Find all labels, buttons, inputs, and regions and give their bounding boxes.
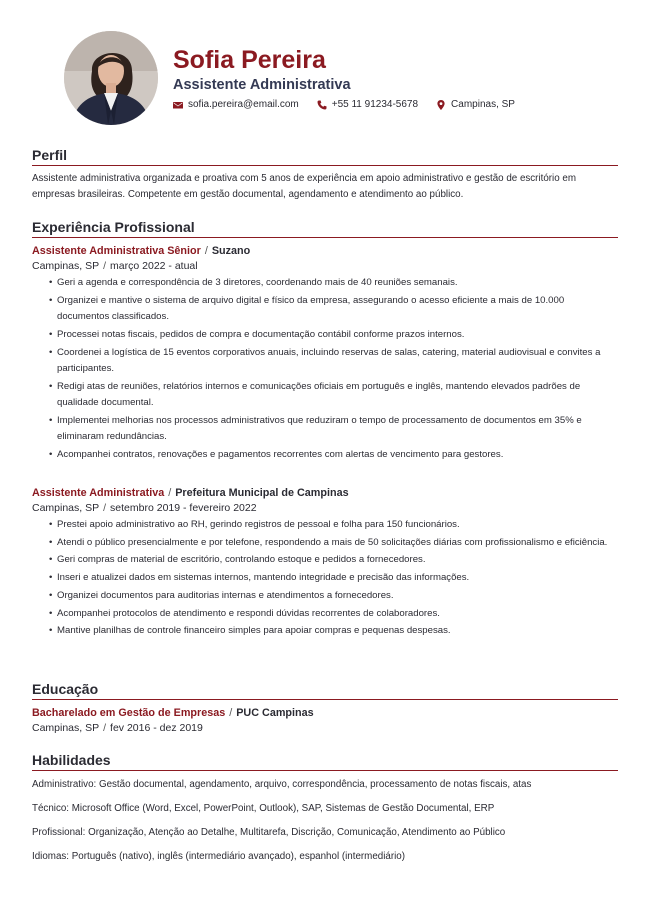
school-name: PUC Campinas <box>236 707 314 719</box>
bullet-item: • Mantive planilhas de controle financeiro simples para apoiar compras e pequenas despesas. <box>49 623 618 639</box>
education-title: Educação <box>32 680 618 700</box>
separator: / <box>204 245 208 257</box>
envelope-icon <box>173 100 183 110</box>
separator: / <box>103 260 107 272</box>
job-entry <box>32 244 618 463</box>
job-period: março 2022 - atual <box>110 260 198 272</box>
education-location: Campinas, SP <box>32 722 100 734</box>
job-title: Assistente Administrativa <box>32 487 165 499</box>
bullet-item: • Geri compras de material de escritório, controlando estoque e pedidos a fornecedores. <box>49 552 618 568</box>
separator: / <box>229 707 233 719</box>
candidate-name: Sofia Pereira <box>173 46 326 74</box>
job-period: setembro 2019 - fevereiro 2022 <box>110 502 257 514</box>
bullet-item: • Processei notas fiscais, pedidos de compra e documentação contábil conforme prazos internos. <box>49 327 618 343</box>
separator: / <box>103 502 107 514</box>
job-meta <box>32 501 618 516</box>
education-heading <box>32 706 618 721</box>
job-location: Campinas, SP <box>32 260 100 272</box>
avatar <box>64 31 158 125</box>
job-meta <box>32 259 618 274</box>
degree-title: Bacharelado em Gestão de Empresas <box>32 707 226 719</box>
bullet-item: • Implementei melhorias nos processos administrativos que reduziram o tempo de processamento de documentos em 35% e eliminaram redundâncias. <box>49 413 618 446</box>
bullet-item: • Acompanhei contratos, renovações e pagamentos recorrentes com alertas de vencimento para gestores. <box>49 447 618 463</box>
bullet-item: • Inseri e atualizei dados em sistemas internos, mantendo integridade e precisão das informações. <box>49 570 618 586</box>
experience-section <box>32 218 618 465</box>
bullet-item: • Acompanhei protocolos de atendimento e respondi dúvidas recorrentes de colaboradores. <box>49 606 618 622</box>
job-company: Prefeitura Municipal de Campinas <box>175 487 349 499</box>
skill-line: Profissional: Organização, Atenção ao Detalhe, Multitarefa, Discrição, Comunicação, Atendimento ao Público <box>32 827 506 838</box>
skill-line: Técnico: Microsoft Office (Word, Excel, PowerPoint, Outlook), SAP, Sistemas de Gestão Documental, ERP <box>32 803 495 814</box>
job-location: Campinas, SP <box>32 502 100 514</box>
job-title: Assistente Administrativa Sênior <box>32 245 201 257</box>
job-bullets <box>32 275 618 463</box>
skills-list <box>32 777 618 865</box>
education-period: fev 2016 - dez 2019 <box>110 722 203 734</box>
experience-title: Experiência Profissional <box>32 218 618 238</box>
resume-header <box>32 0 618 140</box>
education-meta <box>32 721 618 736</box>
education-section <box>32 680 618 736</box>
skills-title: Habilidades <box>32 751 618 771</box>
phone-text: +55 11 91234-5678 <box>331 99 419 110</box>
bullet-item: • Prestei apoio administrativo ao RH, gerindo registros de pessoal e folha para 150 funcionários. <box>49 517 618 533</box>
separator: / <box>103 722 107 734</box>
bullet-item: • Organizei documentos para auditorias internas e atendimentos a fornecedores. <box>49 588 618 604</box>
job-entry-2 <box>32 486 618 641</box>
profile-text: Assistente administrativa organizada e proativa com 5 anos de experiência em apoio administrativo e gestão de escritório em empresas brasileiras. Competente em gestão documental, agendamento e atendimento ao público. <box>32 173 577 200</box>
contact-email[interactable] <box>173 99 299 110</box>
profile-photo <box>64 31 158 125</box>
map-pin-icon <box>436 100 446 110</box>
phone-icon <box>317 100 327 110</box>
candidate-role: Assistente Administrativa <box>173 77 351 93</box>
contact-info <box>173 99 533 110</box>
skills-section <box>32 751 618 873</box>
skill-line: Idiomas: Português (nativo), inglês (intermediário avançado), espanhol (intermediário) <box>32 851 406 862</box>
bullet-item: • Coordenei a logística de 15 eventos corporativos anuais, incluindo reservas de salas, catering, material audiovisual e convites a participantes. <box>49 345 618 378</box>
bullet-item: • Organizei e mantive o sistema de arquivo digital e físico da empresa, assegurando o acesso eficiente a mais de 10.000 documentos classificados. <box>49 293 618 326</box>
bullet-item: • Atendi o público presencialmente e por telefone, respondendo a mais de 50 solicitações diárias com profissionalismo e eficiência. <box>49 535 618 551</box>
separator: / <box>168 487 172 499</box>
job-company: Suzano <box>211 245 251 257</box>
profile-section <box>32 146 618 203</box>
bullet-item: • Redigi atas de reuniões, relatórios internos e comunicações oficiais em português e inglês, mantendo elevados padrões de qualidade documental. <box>49 379 618 412</box>
skill-line: Administrativo: Gestão documental, agendamento, arquivo, correspondência, processamento de notas fiscais, atas <box>32 779 532 790</box>
bullet-item: • Geri a agenda e correspondência de 3 diretores, coordenando mais de 40 reuniões semanais. <box>49 275 618 291</box>
location-text: Campinas, SP <box>451 99 515 110</box>
profile-title: Perfil <box>32 146 618 166</box>
email-text: sofia.pereira@email.com <box>188 99 299 110</box>
job-heading <box>32 244 618 259</box>
contact-location <box>436 99 515 110</box>
job-bullets <box>32 517 618 640</box>
contact-phone[interactable] <box>317 99 418 110</box>
job-heading <box>32 486 618 501</box>
